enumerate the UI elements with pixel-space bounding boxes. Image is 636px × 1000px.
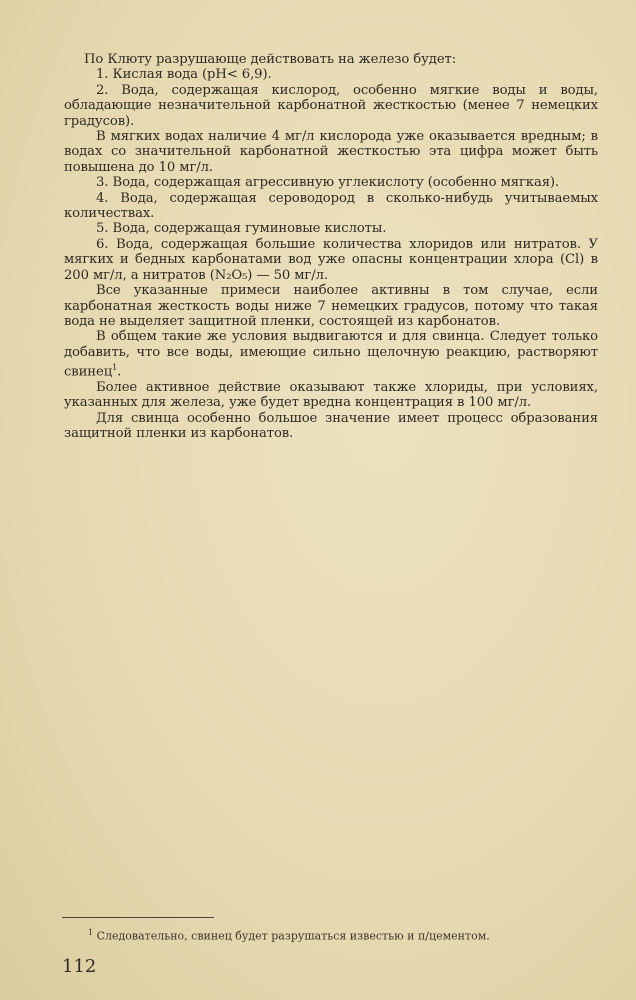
paragraph: В мягких водах наличие 4 мг/л кислорода уже оказывается вредным; в водах со значительной карбонатной жесткостью эта цифра может быть повышена до 10 мг/л. — [64, 129, 598, 175]
footnote-ref: 1 — [112, 363, 118, 373]
paragraph: 4. Вода, содержащая сероводород в сколько-нибудь учитываемых количествах. — [64, 190, 598, 222]
paragraph: 2. Вода, содержащая кислород, особенно мягкие воды и воды, обладающие незначительной карбонатной жесткостью (менее 7 немецких градусов). — [64, 82, 598, 129]
footnote-text: Следовательно, свинец будет разрушаться известью и п/цементом. — [96, 929, 490, 943]
footnote-divider — [62, 917, 214, 918]
paragraph: 3. Вода, содержащая агрессивную углекислоту (особенно мягкая). — [96, 175, 560, 191]
paragraph: 5. Вода, содержащая гуминовые кислоты. — [96, 221, 387, 237]
paragraph: Все указанные примеси наиболее активны в том случае, если карбонатная жесткость воды ниже 7 немецких градусов, потому что такая вода не выделяет защитной пленки, состоящей из карбонатов. — [64, 283, 598, 329]
paragraph: 1. Кислая вода (pH< 6,9). — [96, 67, 272, 83]
body-text — [64, 52, 598, 442]
paragraph: Более активное действие оказывают также хлориды, при условиях, указанных для железа, уже будет вредна концентрация в 100 мг/л. — [64, 379, 598, 411]
footnote — [88, 928, 490, 943]
paragraph: В общем такие же условия выдвигаются и для свинца. Следует только добавить, что все воды, имеющие сильно щелочную реакцию, растворяют свинец$^1$. — [64, 329, 598, 380]
paragraph: Для свинца особенно большое значение имеет процесс образования защитной пленки из карбонатов. — [64, 410, 598, 442]
paragraph: По Клюту разрушающе действовать на железо будет: — [84, 52, 457, 67]
footnote-marker: 1 — [88, 928, 94, 937]
paragraph-text: В общем такие же условия выдвигаются и для свинца. Следует только добавить, что все воды, имеющие сильно щелочную реакцию, растворяют свинец — [64, 329, 598, 380]
paragraph: 6. Вода, содержащая большие количества хлоридов или нитратов. У мягких и бедных карбонатами вод уже опасны концентрации хлора (Cl) в 200 мг/л, а нитратов (N₂O₅) — 50 мг/л. — [64, 236, 598, 283]
page-number: 112 — [62, 956, 97, 977]
